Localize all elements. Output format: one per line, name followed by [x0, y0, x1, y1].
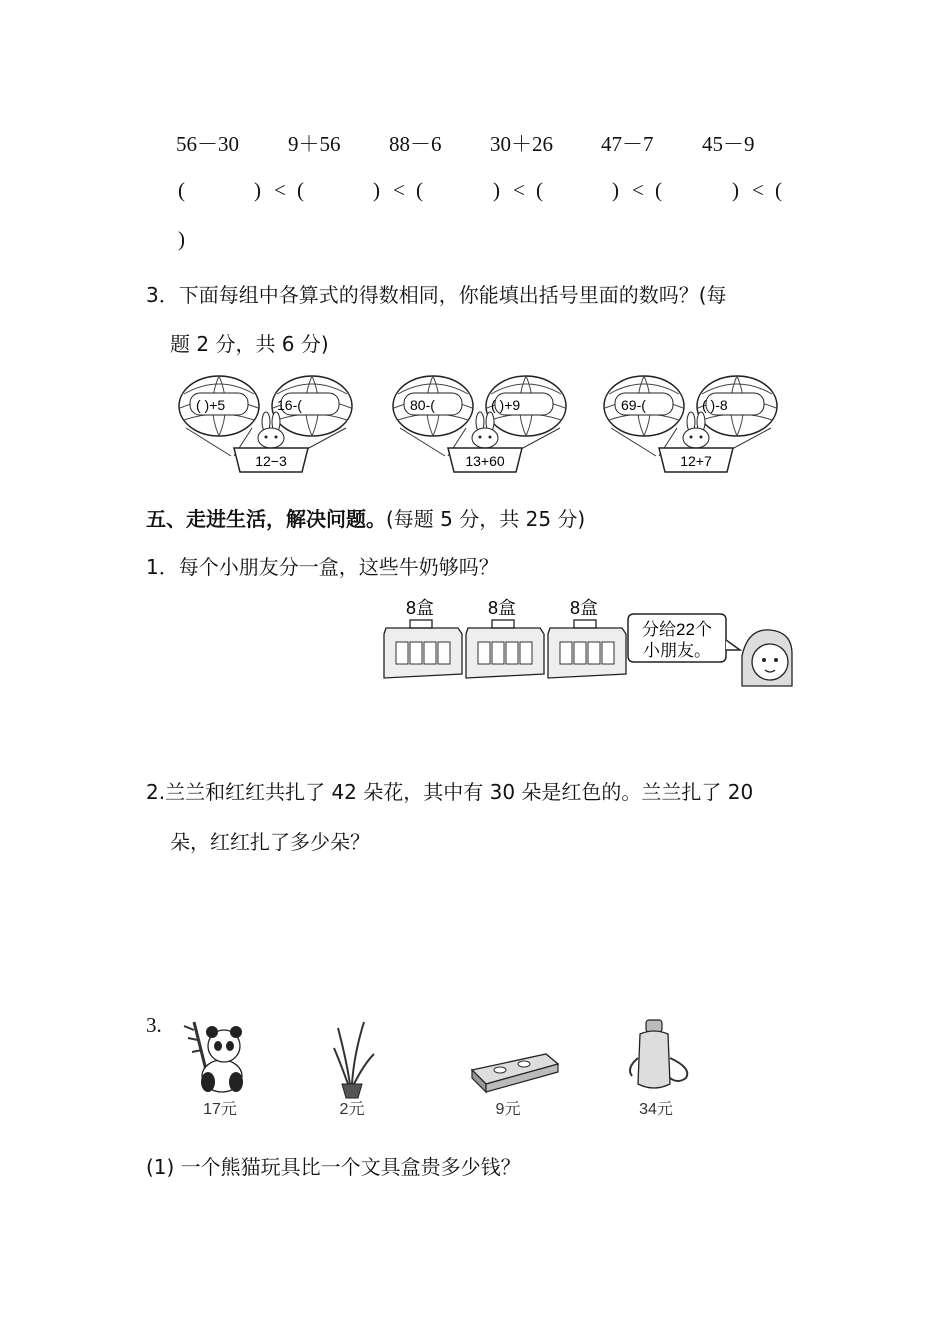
balloon-right-expression: 16-(: [277, 397, 302, 413]
balloon-group: [393, 376, 566, 472]
balloon-right-expression: ( )+9: [491, 397, 521, 413]
milk-box-icon: [548, 598, 626, 678]
expression: 45－9: [702, 132, 755, 156]
speech-line-1: 分给22个: [642, 620, 712, 639]
box-label: 8盒: [569, 598, 599, 618]
less-than: <: [632, 178, 644, 202]
close-paren: ): [493, 178, 500, 202]
section-5-title: 五、走进生活，解决问题。: [146, 507, 386, 531]
expression: 47－7: [601, 132, 654, 156]
question-3-line-1: 3．下面每组中各算式的得数相同，你能填出括号里面的数吗？(每: [146, 283, 727, 307]
price-label: 9元: [495, 1101, 521, 1118]
milk-box-icon: [384, 598, 462, 678]
basket-expression: 13+60: [465, 453, 505, 469]
open-paren: (: [297, 178, 304, 202]
balloon-left-expression: 80-(: [410, 397, 435, 413]
balloon-group: [179, 376, 352, 472]
less-than: <: [274, 178, 286, 202]
less-than: <: [513, 178, 525, 202]
balloon-group: [604, 376, 777, 472]
balloon-left-expression: 69-(: [621, 397, 646, 413]
problem-3-number: 3.: [146, 1013, 162, 1037]
basket-expression: 12−3: [255, 453, 287, 469]
basket-expression: 12+7: [680, 453, 712, 469]
problem-2-line-1: 2.兰兰和红红共扎了 42 朵花，其中有 30 朵是红色的。兰兰扎了 20: [146, 780, 754, 804]
expression: 30＋26: [490, 132, 553, 156]
balloon-left-expression: ( )+5: [196, 397, 226, 413]
open-paren: (: [178, 178, 185, 202]
child-icon: [742, 630, 792, 686]
plant-icon: [334, 1022, 374, 1098]
speech-line-2: 小朋友。: [643, 641, 711, 660]
expression: 88－6: [389, 132, 442, 156]
balloon-groups: [176, 370, 816, 480]
open-paren: (: [536, 178, 543, 202]
hot-air-balloon-icon: [179, 376, 259, 456]
bottle-icon: [630, 1020, 687, 1088]
box-label: 8盒: [487, 598, 517, 618]
price-label: 17元: [203, 1101, 237, 1118]
price-label: 2元: [339, 1101, 365, 1118]
speech-bubble: [628, 614, 740, 662]
close-paren: ): [373, 178, 380, 202]
problem-3-sub-1: (1) 一个熊猫玩具比一个文具盒贵多少钱？: [146, 1155, 521, 1179]
expression: 9＋56: [288, 132, 341, 156]
close-paren: ): [732, 178, 739, 202]
price-items: [180, 1018, 710, 1122]
price-label: 34元: [639, 1101, 673, 1118]
panda-icon: [184, 1022, 243, 1092]
balloon-right-expression: ( )-8: [702, 397, 728, 413]
hot-air-balloon-icon: [393, 376, 473, 456]
close-paren: ): [178, 227, 185, 251]
question-3-line-2: 题 2 分，共 6 分): [170, 332, 329, 356]
less-than: <: [393, 178, 405, 202]
section-5-note: (每题 5 分，共 25 分): [386, 507, 586, 531]
problem-1-text: 1．每个小朋友分一盒，这些牛奶够吗？: [146, 555, 499, 579]
less-than: <: [752, 178, 764, 202]
milk-box-icon: [466, 598, 544, 678]
problem-2-line-2: 朵，红红扎了多少朵？: [170, 830, 370, 854]
open-paren: (: [655, 178, 662, 202]
hot-air-balloon-icon: [604, 376, 684, 456]
open-paren: (: [775, 178, 782, 202]
box-label: 8盒: [405, 598, 435, 618]
close-paren: ): [612, 178, 619, 202]
open-paren: (: [416, 178, 423, 202]
section-5-heading: [146, 503, 585, 532]
milk-illustration: [380, 594, 800, 694]
expression: 56－30: [176, 132, 239, 156]
close-paren: ): [254, 178, 261, 202]
pencil-box-icon: [472, 1054, 558, 1092]
